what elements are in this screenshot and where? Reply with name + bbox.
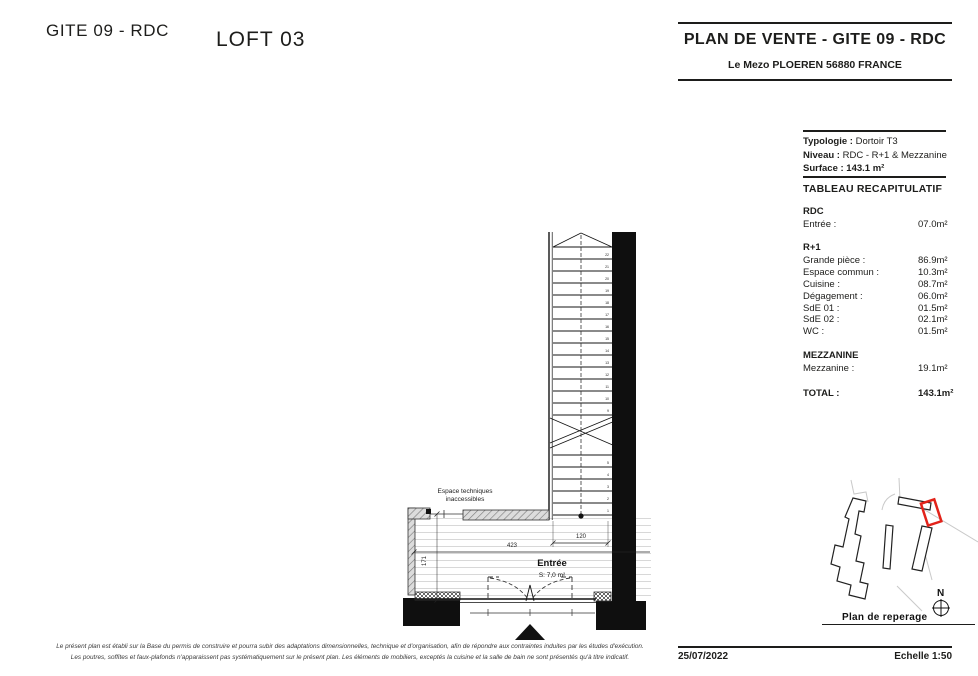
recap-section-rdc: [803, 206, 958, 230]
info-value: RDC - R+1 & Mezzanine: [842, 149, 947, 161]
dim-stair-width: 120: [575, 534, 587, 540]
svg-text:21: 21: [605, 265, 609, 269]
table-row: [803, 279, 958, 291]
disclaimer: [30, 642, 670, 663]
row-label: Grande pièce :: [803, 254, 866, 266]
title-block-bottom-rule: [678, 79, 952, 81]
map-caption: Plan de reperage: [842, 612, 928, 623]
footer-rule: [678, 646, 952, 648]
svg-text:20: 20: [605, 277, 609, 281]
stair-tread-numbers-lower: [607, 461, 609, 513]
row-value: 01.5m²: [918, 326, 948, 338]
table-row: [803, 303, 958, 315]
svg-text:22: 22: [605, 253, 609, 257]
svg-text:12: 12: [605, 373, 609, 377]
bottom-right-wall: [596, 601, 646, 630]
row-value: 02.1m²: [918, 314, 948, 326]
section-heading: R+1: [803, 242, 821, 254]
svg-text:2: 2: [607, 497, 609, 501]
info-row-surface: [803, 162, 968, 176]
row-value: 08.7m²: [918, 278, 948, 290]
row-label: Espace commun :: [803, 266, 880, 278]
info-value: 143.1 m²: [846, 163, 885, 174]
plan-title: PLAN DE VENTE - GITE 09 - RDC: [683, 31, 947, 48]
north-label: N: [937, 588, 945, 599]
table-row: [803, 291, 958, 303]
info-label: Typologie :: [803, 136, 853, 147]
svg-text:18: 18: [605, 301, 609, 305]
left-wall-hatched: [408, 508, 415, 595]
table-row: [803, 326, 958, 338]
map-parcel-lines: [851, 478, 978, 611]
section-heading: RDC: [803, 206, 824, 217]
location-map: [822, 468, 978, 624]
disclaimer-line1: Le présent plan est établi sur la Base du permis de construire et pourra subir des adaptations dimensionnelles, technique et d'organisation, afin de répondre aux contraintes induites par les études d'exécution.: [56, 643, 644, 650]
loft-label: LOFT 03: [216, 28, 306, 51]
post: [426, 509, 431, 514]
row-label: Entrée :: [803, 218, 837, 230]
table-row: [803, 314, 958, 326]
row-label: Cuisine :: [803, 278, 840, 290]
right-wall: [612, 232, 636, 601]
room-area-label: S: 7,0 m²: [538, 572, 566, 579]
svg-text:19: 19: [605, 289, 609, 293]
info-row-typologie: [803, 135, 968, 149]
info-row-niveau: [803, 149, 968, 163]
svg-text:13: 13: [605, 361, 609, 365]
recap-table: [803, 206, 958, 400]
row-value: 19.1m²: [918, 362, 948, 374]
row-value: 10.3m²: [918, 266, 948, 278]
row-value: 86.9m²: [918, 254, 948, 266]
map-buildings: [831, 497, 932, 599]
doc-ref: GITE 09 - RDC: [46, 21, 170, 40]
map-bottom-rule: [822, 624, 975, 625]
info-value: Dortoir T3: [855, 136, 898, 147]
plan-date: 25/07/2022: [678, 651, 729, 662]
row-value: 01.5m²: [918, 302, 948, 314]
insulation-strip-right: [594, 592, 611, 601]
svg-text:5: 5: [607, 461, 609, 465]
recap-section-mezzanine: [803, 350, 958, 374]
svg-text:15: 15: [605, 337, 609, 341]
svg-text:9: 9: [607, 409, 609, 413]
table-row: [803, 267, 958, 279]
total-row: [803, 388, 958, 400]
svg-text:16: 16: [605, 325, 609, 329]
total-label: TOTAL :: [803, 387, 840, 399]
compass-icon: [932, 599, 950, 617]
technical-space-note-line2: inaccessibles: [445, 496, 485, 503]
map-building-right: [912, 526, 932, 571]
table-row: [803, 363, 958, 375]
row-label: SdE 01 :: [803, 302, 840, 314]
row-label: Dégagement :: [803, 290, 863, 302]
info-label: Niveau :: [803, 149, 840, 161]
entrance-arrow: [515, 624, 545, 640]
plan-subtitle: Le Mezo PLOEREN 56880 FRANCE: [728, 59, 902, 71]
row-value: 06.0m²: [918, 290, 948, 302]
row-label: SdE 02 :: [803, 314, 840, 326]
svg-text:4: 4: [607, 473, 609, 477]
svg-text:1: 1: [607, 509, 609, 513]
svg-text:3: 3: [607, 485, 609, 489]
svg-text:17: 17: [605, 313, 609, 317]
disclaimer-line2: Les poutres, soffites et faux-plafonds n'apparaissent pas systématiquement sur le présent plan. Les éléments de mobiliers, exceptés la cuisine et la salle de bain ne sont présentés qu'à titre indicatif.: [70, 653, 630, 661]
floor-plan-drawing: [395, 225, 657, 645]
row-label: WC :: [803, 326, 825, 338]
svg-text:11: 11: [605, 385, 609, 389]
table-row: [803, 255, 958, 267]
map-building-main: [831, 498, 868, 599]
svg-text:14: 14: [605, 349, 609, 353]
map-building-top-bar: [898, 497, 931, 510]
dim-room-depth: 171: [422, 555, 428, 567]
plan-scale: Echelle 1:50: [894, 651, 952, 662]
room-label: Entrée: [537, 558, 567, 569]
technical-space-note-line1: Espace techniques: [437, 488, 493, 495]
stair-walkline-start-dot: [578, 513, 583, 518]
row-value: 07.0m²: [918, 218, 948, 230]
svg-text:10: 10: [605, 397, 609, 401]
row-label: Mezzanine :: [803, 362, 855, 374]
map-building-center: [883, 525, 893, 569]
table-row: [803, 219, 958, 231]
info-label: Surface :: [803, 163, 844, 174]
title-block-top-rule: [678, 22, 952, 24]
info-top-rule: [803, 130, 946, 132]
recap-title: TABLEAU RECAPITULATIF: [803, 183, 943, 195]
total-value: 143.1m²: [918, 387, 954, 399]
section-heading: MEZZANINE: [803, 350, 859, 362]
unit-info: [803, 135, 968, 176]
technical-space-wall: [463, 510, 549, 520]
stair-tread-numbers-upper: [605, 253, 609, 413]
recap-section-r1: [803, 242, 958, 338]
dim-room-width: 423: [506, 543, 518, 549]
info-bottom-rule: [803, 176, 946, 178]
